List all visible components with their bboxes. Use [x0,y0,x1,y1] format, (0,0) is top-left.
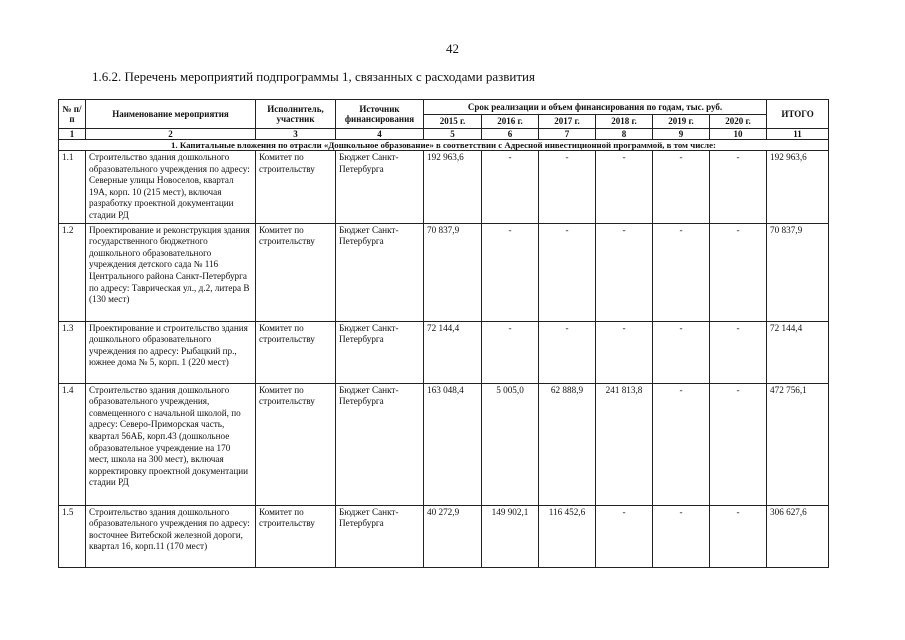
value-2016: - [482,321,539,383]
row-total: 70 837,9 [767,223,829,321]
value-2020: - [710,383,767,505]
executor: Комитет по строительству [256,505,336,567]
value-2019: - [653,151,710,224]
column-number: 9 [653,129,710,140]
measure-name: Строительство здания дошкольного образовательного учреждения, совмещенного с начальной школой, по адресу: Северо-Приморская часть, квартал 56АБ, корп.43 (дошкольное образовательное учреждение на 170 мест, школа на 300 мест), включая корректировку проектной документации стадии РД [86,383,256,505]
value-2016: 149 902,1 [482,505,539,567]
header-executor: Исполнитель, участник [256,100,336,129]
value-2015: 192 963,6 [424,151,482,224]
row-number: 1.4 [59,383,86,505]
measure-name: Проектирование и реконструкция здания государственного бюджетного дошкольного образовательного учреждения детского сада № 116 Центрального района Санкт-Петербурга по адресу: Таврическая ул., д.2, литера В (130 мест) [86,223,256,321]
row-number: 1.3 [59,321,86,383]
header-year: 2016 г. [482,115,539,129]
table-row [59,223,829,321]
value-2019: - [653,505,710,567]
table-row [59,151,829,224]
column-number: 7 [539,129,596,140]
row-number: 1.1 [59,151,86,224]
measure-name: Строительство здания дошкольного образовательного учреждения по адресу: восточнее Витебской железной дороги, квартал 16, корп.11 (170 мест) [86,505,256,567]
value-2018: - [596,223,653,321]
value-2016: - [482,151,539,224]
executor: Комитет по строительству [256,151,336,224]
header-period: Срок реализации и объем финансирования по годам, тыс. руб. [424,100,767,115]
row-total: 192 963,6 [767,151,829,224]
funding-source: Бюджет Санкт-Петербурга [336,223,424,321]
row-total: 472 756,1 [767,383,829,505]
measures-table [58,99,829,568]
page-number: 42 [446,41,459,56]
value-2019: - [653,223,710,321]
row-total: 72 144,4 [767,321,829,383]
value-2015: 40 272,9 [424,505,482,567]
value-2018: - [596,151,653,224]
value-2017: 62 888,9 [539,383,596,505]
row-total: 306 627,6 [767,505,829,567]
value-2017: - [539,151,596,224]
value-2015: 163 048,4 [424,383,482,505]
header-name: Наименование мероприятия [86,100,256,129]
value-2016: 5 005,0 [482,383,539,505]
table-row [59,321,829,383]
value-2020: - [710,151,767,224]
header-year: 2018 г. [596,115,653,129]
executor: Комитет по строительству [256,223,336,321]
column-number: 8 [596,129,653,140]
value-2017: - [539,223,596,321]
value-2020: - [710,505,767,567]
section-row [59,140,829,151]
table-row [59,383,829,505]
value-2018: - [596,321,653,383]
measure-name: Строительство здания дошкольного образовательного учреждения по адресу: Северные улицы Новоселов, квартал 19А, корп. 10 (215 мест), включая разработку проектной документации стадии РД [86,151,256,224]
value-2019: - [653,321,710,383]
executor: Комитет по строительству [256,321,336,383]
header-year: 2017 г. [539,115,596,129]
header-year: 2015 г. [424,115,482,129]
section-heading: 1.6.2. Перечень мероприятий подпрограммы 1, связанных с расходами развития [92,69,535,84]
value-2018: 241 813,8 [596,383,653,505]
column-number: 2 [86,129,256,140]
executor: Комитет по строительству [256,383,336,505]
header-year: 2020 г. [710,115,767,129]
value-2015: 70 837,9 [424,223,482,321]
funding-source: Бюджет Санкт-Петербурга [336,505,424,567]
column-number-row [59,129,829,140]
funding-source: Бюджет Санкт-Петербурга [336,151,424,224]
value-2017: - [539,321,596,383]
table-row [59,505,829,567]
row-number: 1.5 [59,505,86,567]
value-2015: 72 144,4 [424,321,482,383]
funding-source: Бюджет Санкт-Петербурга [336,321,424,383]
value-2019: - [653,383,710,505]
header-num: № п/п [59,100,86,129]
column-number: 1 [59,129,86,140]
funding-source: Бюджет Санкт-Петербурга [336,383,424,505]
column-number: 3 [256,129,336,140]
column-number: 11 [767,129,829,140]
value-2017: 116 452,6 [539,505,596,567]
row-number: 1.2 [59,223,86,321]
value-2020: - [710,321,767,383]
header-source: Источник финансирования [336,100,424,129]
value-2020: - [710,223,767,321]
section-title: 1. Капитальные вложения по отрасли «Дошкольное образование» в соответствии с Адресной инвестиционной программой, в том числе: [59,140,829,151]
column-number: 4 [336,129,424,140]
header-total: ИТОГО [767,100,829,129]
value-2018: - [596,505,653,567]
column-number: 5 [424,129,482,140]
value-2016: - [482,223,539,321]
column-number: 6 [482,129,539,140]
column-number: 10 [710,129,767,140]
measure-name: Проектирование и строительство здания дошкольного образовательного учреждения по адресу: Рыбацкий пр., южнее дома № 5, корп. 1 (220 мест) [86,321,256,383]
header-year: 2019 г. [653,115,710,129]
